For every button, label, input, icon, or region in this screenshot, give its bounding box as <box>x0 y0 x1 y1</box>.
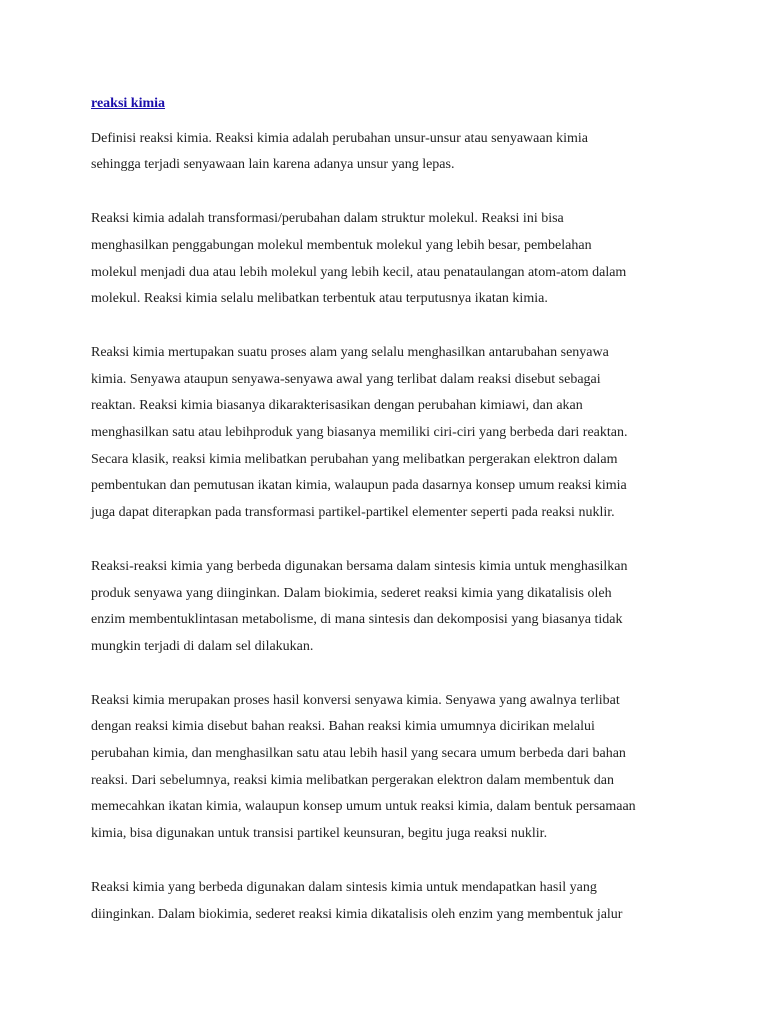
text-line: enzim membentuklintasan metabolisme, di mana sintesis dan dekomposisi yang biasanya tidak <box>91 612 623 628</box>
text-line: diinginkan. Dalam biokimia, sederet reaksi kimia dikatalisis oleh enzim yang membentuk jalur <box>91 906 623 922</box>
text-line: molekul menjadi dua atau lebih molekul yang lebih kecil, atau penataulangan atom-atom dalam <box>91 264 627 280</box>
text-line: kimia, bisa digunakan untuk transisi partikel keunsuran, begitu juga reaksi nuklir. <box>91 826 548 842</box>
title-link[interactable]: reaksi kimia <box>91 96 166 111</box>
paragraph <box>91 206 691 313</box>
text-line: mungkin terjadi di dalam sel dilakukan. <box>91 638 314 654</box>
text-line: sehingga terjadi senyawaan lain karena adanya unsur yang lepas. <box>91 157 455 173</box>
text-line: dengan reaksi kimia disebut bahan reaksi. Bahan reaksi kimia umumnya dicirikan melalui <box>91 719 595 735</box>
text-line: Reaksi kimia merupakan proses hasil konversi senyawa kimia. Senyawa yang awalnya terlibat <box>91 692 620 708</box>
text-line: produk senyawa yang diinginkan. Dalam biokimia, sederet reaksi kimia yang dikatalisis oleh <box>91 585 612 601</box>
paragraph <box>91 554 691 661</box>
text-line: Secara klasik, reaksi kimia melibatkan perubahan yang melibatkan pergerakan elektron dalam <box>91 451 618 467</box>
text-line: Reaksi kimia yang berbeda digunakan dalam sintesis kimia untuk mendapatkan hasil yang <box>91 879 597 895</box>
text-line: memecahkan ikatan kimia, walaupun konsep umum untuk reaksi kimia, dalam bentuk persamaan <box>91 799 636 815</box>
text-line: pembentukan dan pemutusan ikatan kimia, walaupun pada dasarnya konsep umum reaksi kimia <box>91 478 627 494</box>
paragraph-list <box>91 126 691 929</box>
document-body <box>91 91 691 955</box>
text-line: Reaksi kimia mertupakan suatu proses alam yang selalu menghasilkan antarubahan senyawa <box>91 344 609 360</box>
text-line: reaktan. Reaksi kimia biasanya dikarakterisasikan dengan perubahan kimiawi, dan akan <box>91 398 583 414</box>
paragraph <box>91 126 691 179</box>
text-line: Reaksi-reaksi kimia yang berbeda digunakan bersama dalam sintesis kimia untuk menghasilkan <box>91 558 628 574</box>
text-line: molekul. Reaksi kimia selalu melibatkan terbentuk atau terputusnya ikatan kimia. <box>91 291 548 307</box>
text-line: menghasilkan satu atau lebihproduk yang biasanya memiliki ciri-ciri yang berbeda dari reaktan. <box>91 425 628 441</box>
text-line: Reaksi kimia adalah transformasi/perubahan dalam struktur molekul. Reaksi ini bisa <box>91 211 564 227</box>
text-line: reaksi. Dari sebelumnya, reaksi kimia melibatkan pergerakan elektron dalam membentuk dan <box>91 772 614 788</box>
paragraph <box>91 340 691 527</box>
text-line: perubahan kimia, dan menghasilkan satu atau lebih hasil yang secara umum berbeda dari bahan <box>91 746 626 762</box>
text-line: Definisi reaksi kimia. Reaksi kimia adalah perubahan unsur-unsur atau senyawaan kimia <box>91 130 588 146</box>
paragraph <box>91 688 691 848</box>
text-line: juga dapat diterapkan pada transformasi partikel-partikel elementer seperti pada reaksi nuklir. <box>91 505 615 521</box>
text-line: kimia. Senyawa ataupun senyawa-senyawa awal yang terlibat dalam reaksi disebut sebagai <box>91 371 601 387</box>
text-line: menghasilkan penggabungan molekul membentuk molekul yang lebih besar, pembelahan <box>91 237 592 253</box>
paragraph <box>91 875 691 928</box>
